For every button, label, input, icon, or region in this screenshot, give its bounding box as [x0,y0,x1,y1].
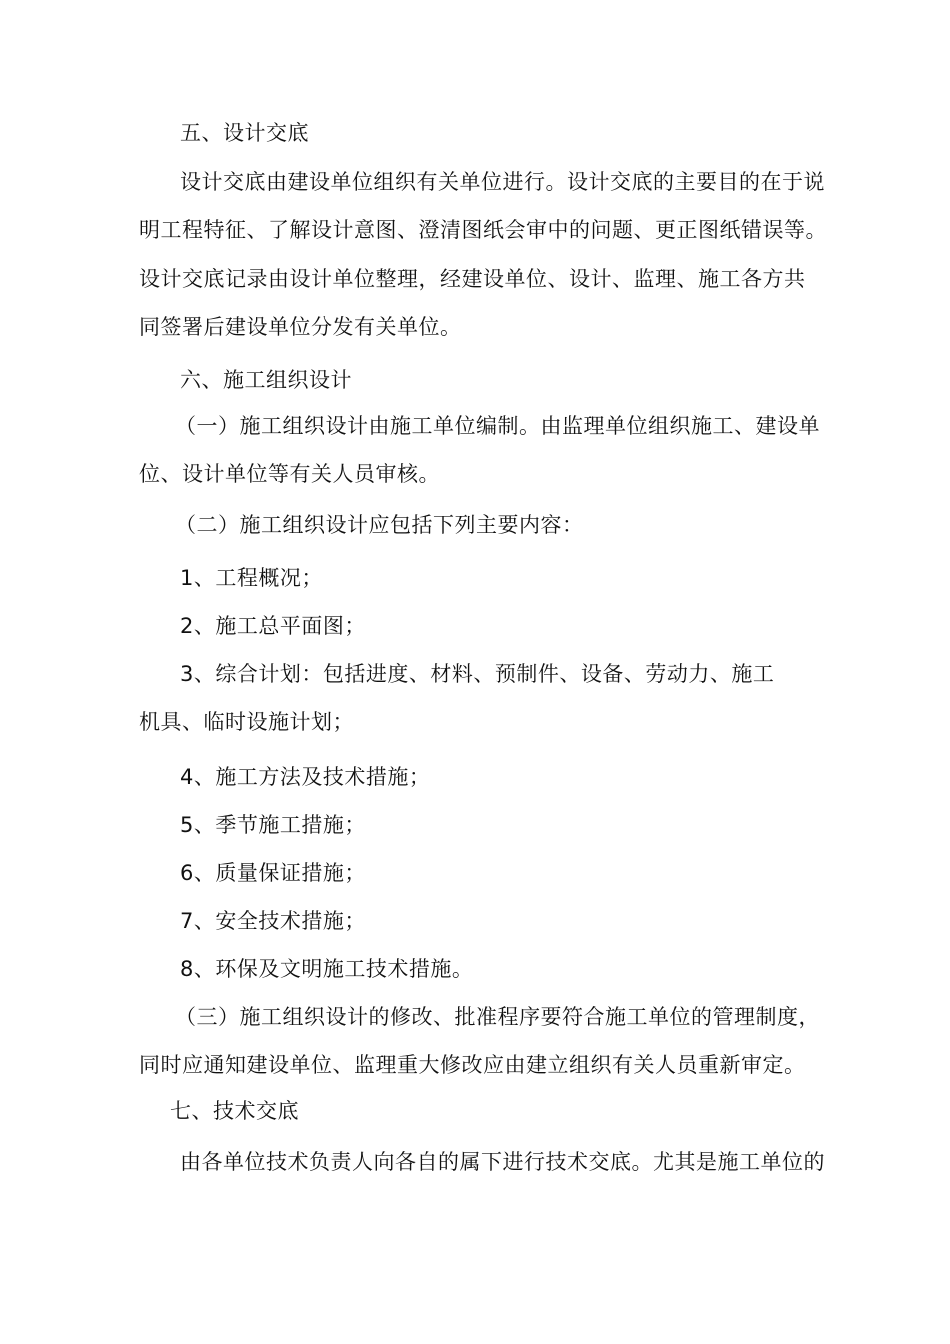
section-7-heading: 七、技术交底 [170,1099,299,1123]
paragraph-line: 设计交底记录由设计单位整理，经建设单位、设计、监理、施工各方共 [139,267,806,291]
paragraph-line: 设计交底由建设单位组织有关单位进行。设计交底的主要目的在于说 [180,170,825,194]
paragraph-line: 明工程特征、了解设计意图、澄清图纸会审中的问题、更正图纸错误等。 [139,218,827,242]
paragraph-line: （二）施工组织设计应包括下列主要内容： [175,513,584,537]
section-6-heading: 六、施工组织设计 [180,368,352,392]
list-item-continuation: 机具、临时设施计划； [139,710,354,734]
section-5-heading: 五、设计交底 [180,121,309,145]
paragraph-line: 由各单位技术负责人向各自的属下进行技术交底。尤其是施工单位的 [180,1150,825,1174]
list-item: 4、施工方法及技术措施； [180,765,431,789]
paragraph-line: 同时应通知建设单位、监理重大修改应由建立组织有关人员重新审定。 [139,1053,806,1077]
list-item: 8、环保及文明施工技术措施。 [180,957,474,981]
list-item: 1、工程概况； [180,566,323,590]
paragraph-line: （三）施工组织设计的修改、批准程序要符合施工单位的管理制度， [175,1005,820,1029]
list-item: 6、质量保证措施； [180,861,366,885]
list-item: 2、施工总平面图； [180,614,366,638]
list-item: 3、综合计划：包括进度、材料、预制件、设备、劳动力、施工 [180,662,775,686]
list-item: 5、季节施工措施； [180,813,366,837]
paragraph-line: （一）施工组织设计由施工单位编制。由监理单位组织施工、建设单 [175,414,820,438]
list-item: 7、安全技术措施； [180,909,366,933]
paragraph-line: 同签署后建设单位分发有关单位。 [139,315,462,339]
paragraph-line: 位、设计单位等有关人员审核。 [139,462,440,486]
